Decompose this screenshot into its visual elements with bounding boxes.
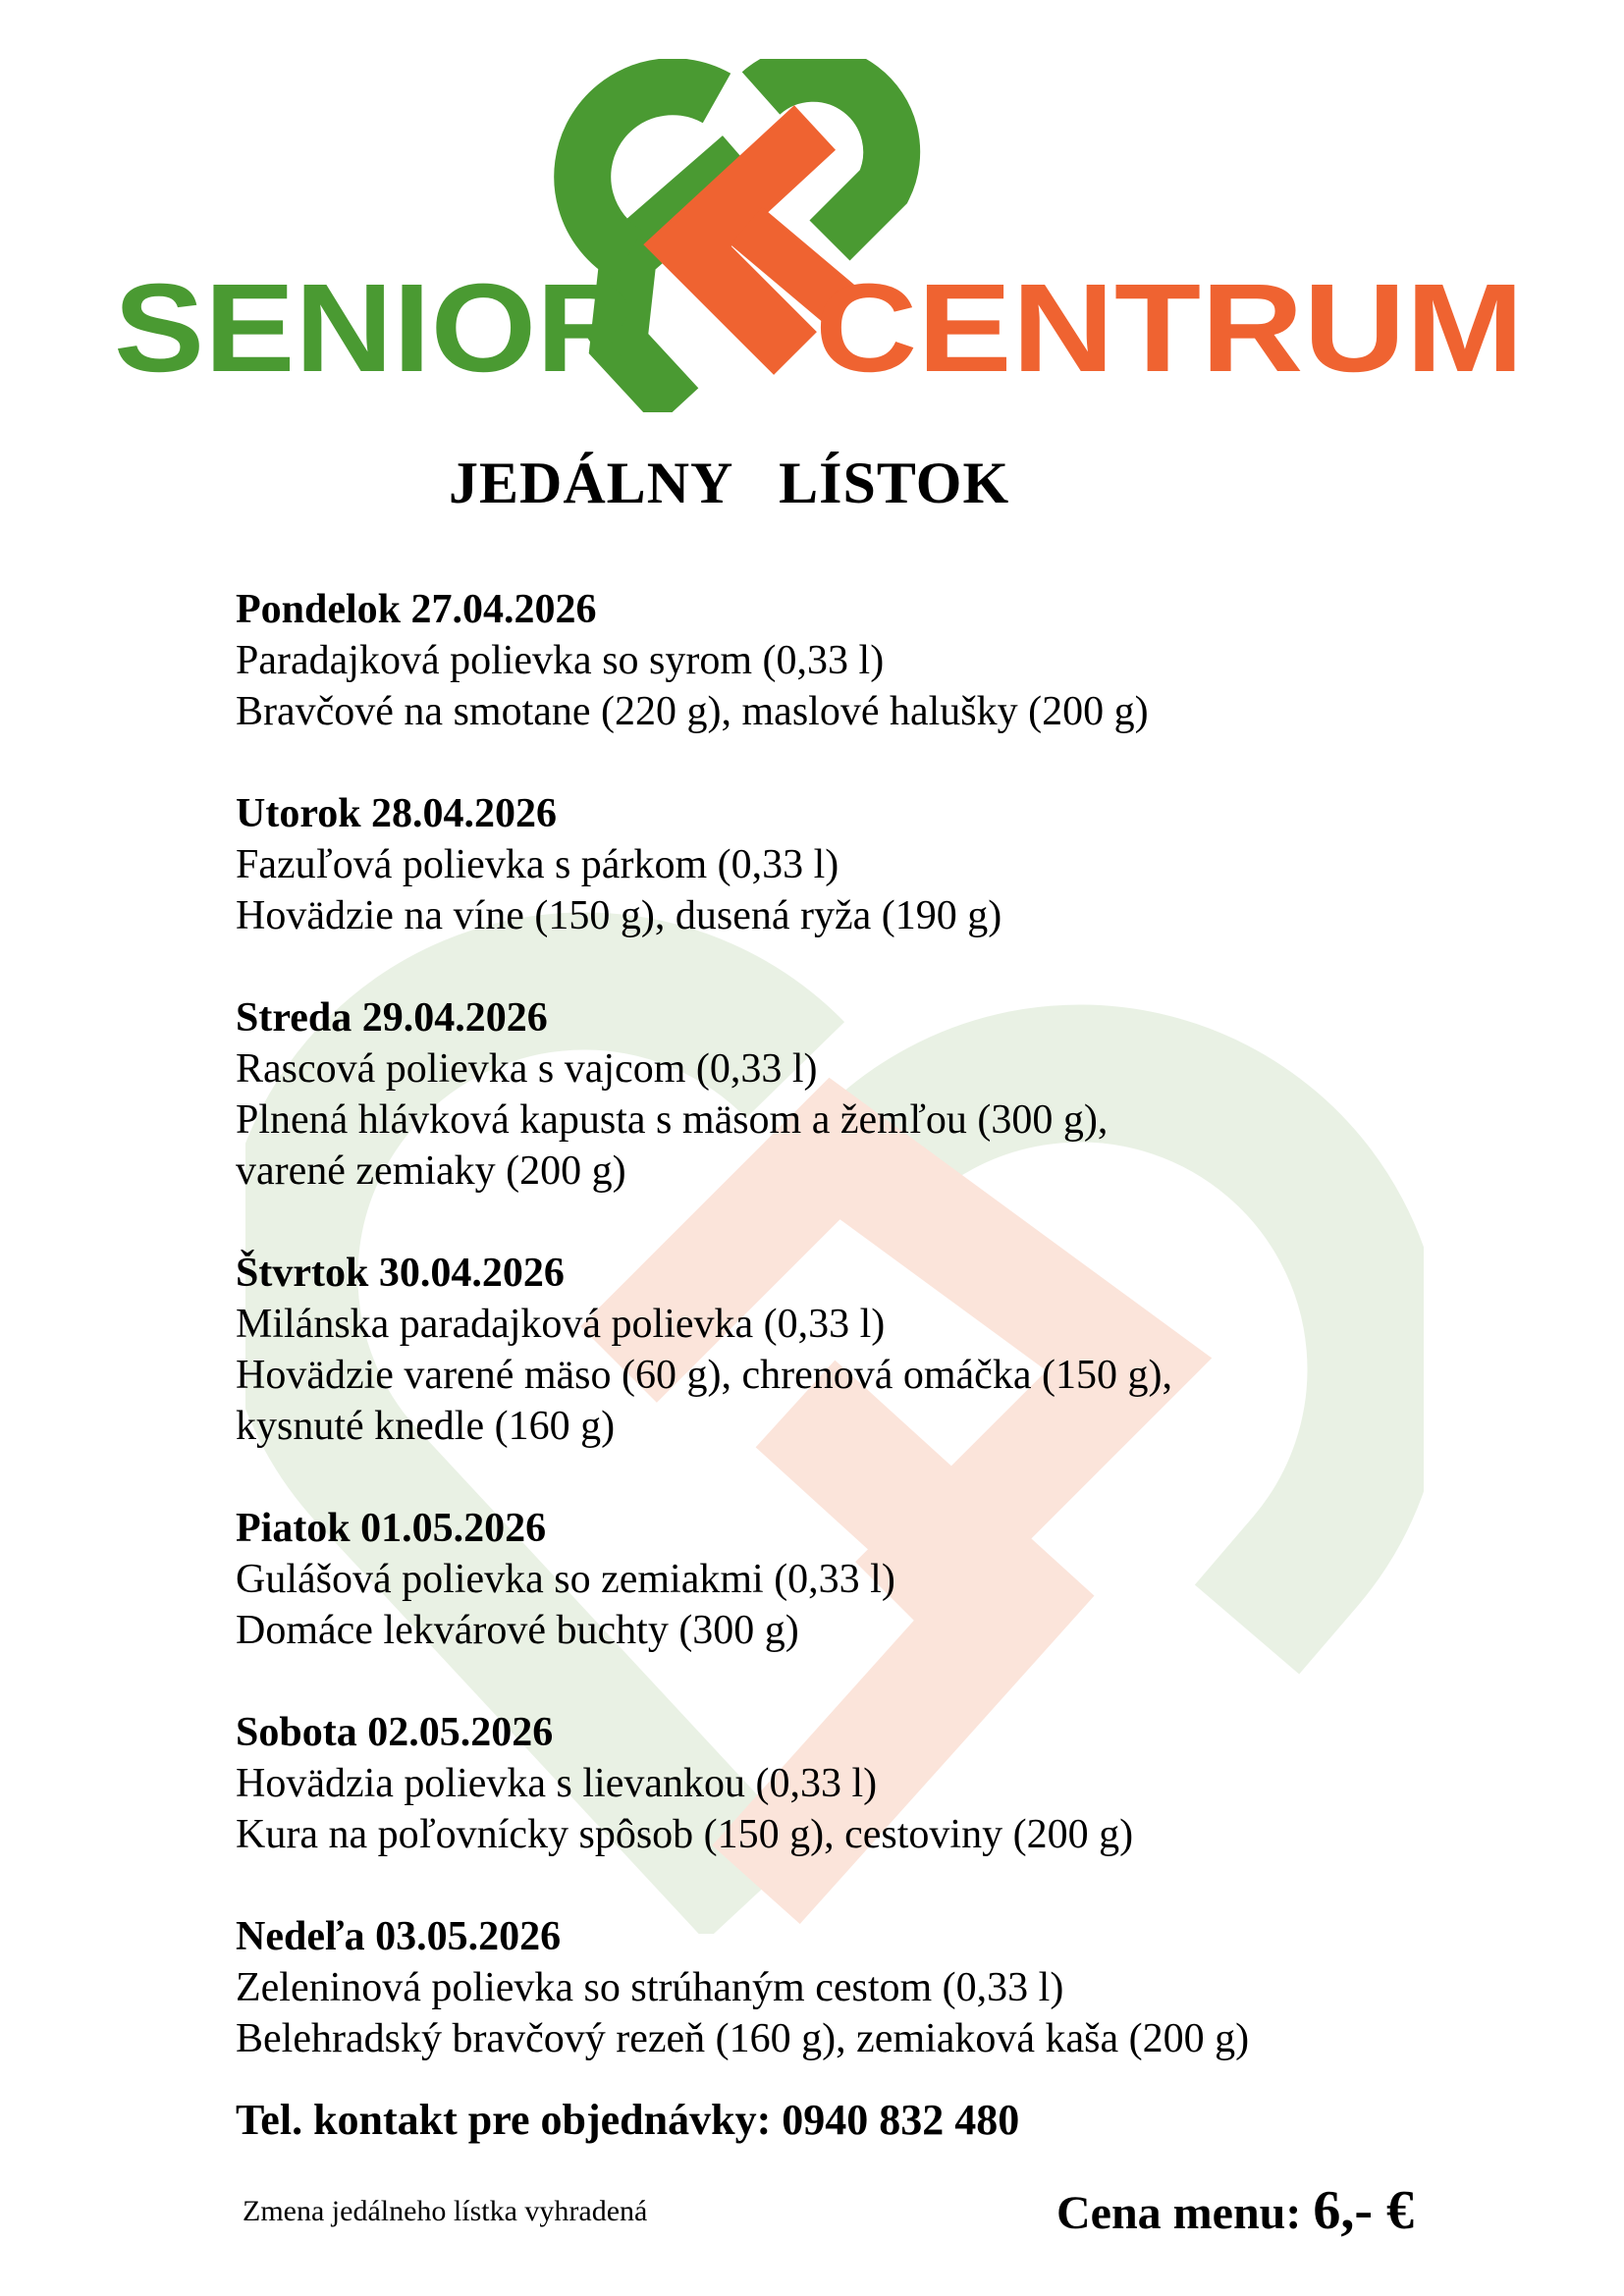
dish-line: Gulášová polievka so zemiakmi (0,33 l) — [236, 1557, 895, 1602]
dish-line: Belehradský bravčový rezeň (160 g), zemiaková kaša (200 g) — [236, 2016, 1250, 2061]
price-label: Cena menu: — [1056, 2187, 1314, 2239]
day-block-thursday — [236, 1248, 1512, 1452]
day-heading: Streda 29.04.2026 — [236, 995, 548, 1041]
day-heading: Piatok 01.05.2026 — [236, 1506, 547, 1551]
logo-text-centrum: CENTRUM — [815, 258, 1524, 399]
dish-line: Domáce lekvárové buchty (300 g) — [236, 1608, 799, 1653]
dish-line: Hovädzie varené mäso (60 g), chrenová omáčka (150 g), — [236, 1353, 1172, 1398]
dish-line: Hovädzia polievka s lievankou (0,33 l) — [236, 1761, 878, 1806]
day-block-saturday — [236, 1707, 1512, 1860]
dish-line: Milánska paradajková polievka (0,33 l) — [236, 1302, 886, 1347]
dish-line: kysnuté knedle (160 g) — [236, 1404, 616, 1449]
day-heading: Utorok 28.04.2026 — [236, 791, 558, 836]
day-block-monday — [236, 584, 1512, 737]
senior-centrum-logo — [108, 59, 1532, 412]
day-heading: Štvrtok 30.04.2026 — [236, 1251, 565, 1296]
day-heading: Pondelok 27.04.2026 — [236, 587, 597, 632]
order-contact: Tel. kontakt pre objednávky: 0940 832 480 — [236, 2096, 1020, 2144]
dish-line: Fazuľová polievka s párkom (0,33 l) — [236, 842, 839, 887]
day-block-tuesday — [236, 788, 1512, 941]
dish-line: Kura na poľovnícky spôsob (150 g), cestoviny (200 g) — [236, 1812, 1134, 1857]
dish-line: Plnená hlávková kapusta s mäsom a žemľou (300 g), — [236, 1097, 1109, 1143]
price-value: 6,- € — [1313, 2180, 1414, 2241]
day-heading: Nedeľa 03.05.2026 — [236, 1914, 562, 1959]
dish-line: Bravčové na smotane (220 g), maslové halušky (200 g) — [236, 689, 1149, 734]
day-heading: Sobota 02.05.2026 — [236, 1710, 554, 1755]
dish-line: Zeleninová polievka so strúhaným cestom (0,33 l) — [236, 1965, 1064, 2010]
dish-line: Rascová polievka s vajcom (0,33 l) — [236, 1046, 818, 1092]
weekly-menu — [236, 584, 1512, 2115]
menu-title: JEDÁLNY LÍSTOK — [449, 451, 1010, 515]
dish-line: varené zemiaky (200 g) — [236, 1148, 626, 1194]
change-disclaimer: Zmena jedálneho lístka vyhradená — [243, 2195, 648, 2227]
logo-text-senior: SENIOR — [114, 258, 634, 399]
dish-line: Hovädzie na víne (150 g), dusená ryža (190 g) — [236, 893, 1002, 938]
day-block-sunday — [236, 1911, 1512, 2064]
day-block-wednesday — [236, 992, 1512, 1197]
dish-line: Paradajková polievka so syrom (0,33 l) — [236, 638, 885, 683]
menu-price — [1056, 2179, 1414, 2242]
day-block-friday — [236, 1503, 1512, 1656]
